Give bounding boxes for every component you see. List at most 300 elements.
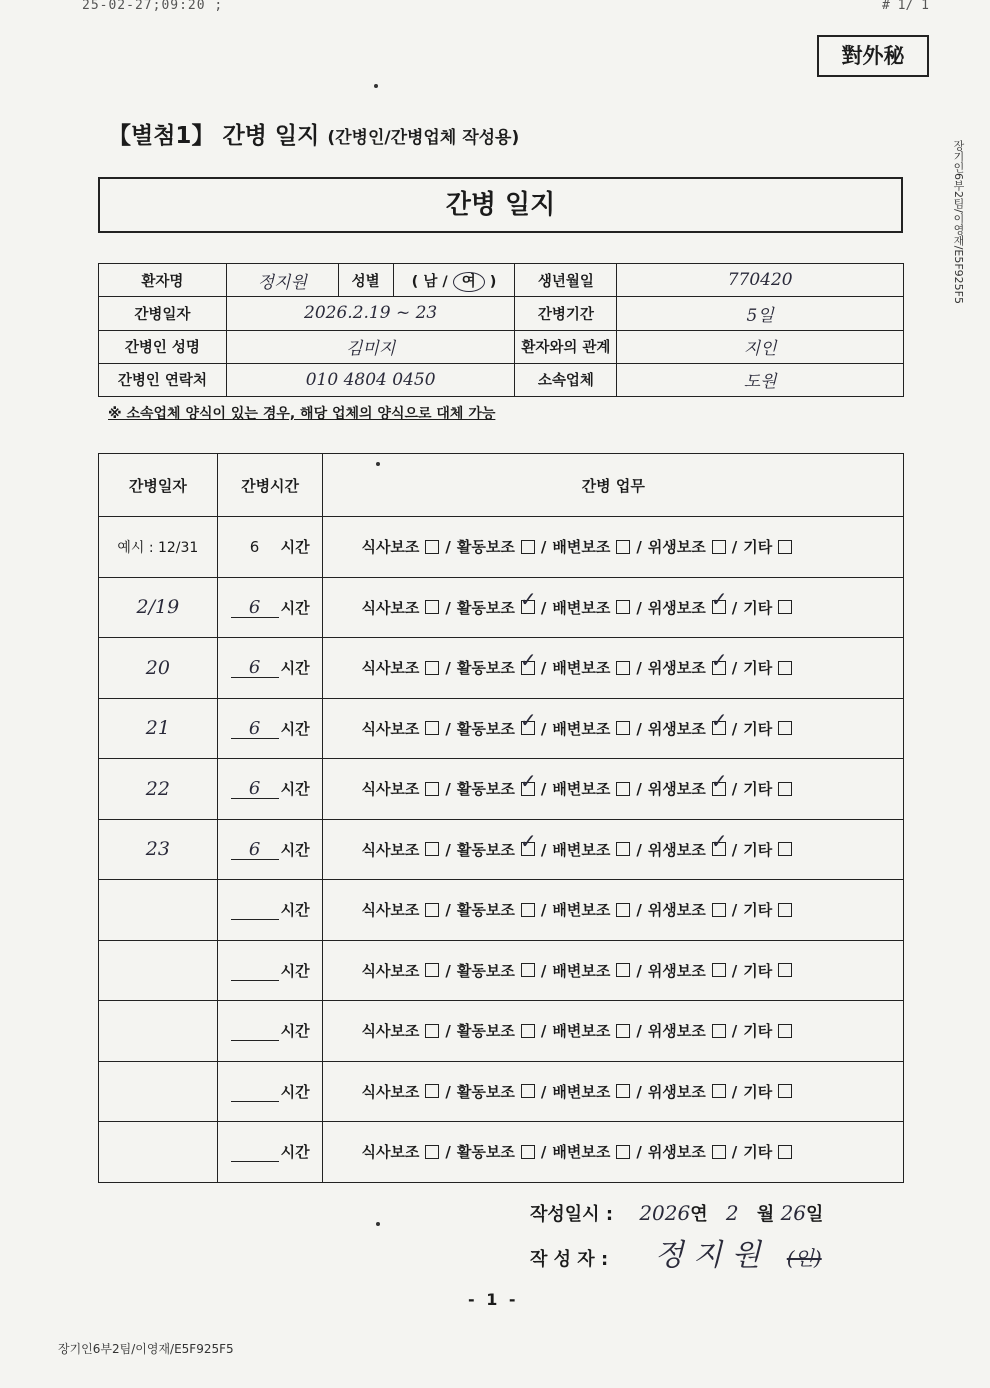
written-date — [530, 1200, 823, 1226]
task-checkbox[interactable] — [712, 1145, 726, 1159]
task-label: 위생보조 — [647, 901, 706, 920]
task-item — [552, 1020, 630, 1041]
log-hours-unit: 시간 — [280, 840, 310, 859]
written-day: 26 — [780, 1201, 807, 1225]
task-item — [648, 839, 726, 860]
task-label: 위생보조 — [647, 659, 706, 678]
task-checkbox[interactable] — [521, 1024, 535, 1038]
task-label: 활동보조 — [456, 1082, 515, 1101]
care-period-label: 간병기간 — [515, 297, 617, 330]
task-checkbox[interactable] — [425, 842, 439, 856]
log-date-cell — [99, 1122, 218, 1183]
task-label: 식사보조 — [361, 598, 420, 617]
task-label: 식사보조 — [361, 961, 420, 980]
task-separator: / — [731, 1022, 738, 1041]
task-label: 활동보조 — [456, 840, 515, 859]
task-item — [743, 899, 792, 920]
task-item — [361, 778, 439, 799]
log-date-cell: 22 — [99, 759, 218, 820]
task-checkbox[interactable] — [425, 1084, 439, 1098]
task-item — [552, 657, 630, 678]
care-log-table — [98, 453, 904, 1183]
log-row — [99, 880, 904, 941]
log-hours-value: 6 — [249, 538, 260, 557]
task-item — [743, 536, 792, 557]
log-tasks-cell — [323, 819, 904, 880]
task-separator: / — [445, 1022, 451, 1041]
gender-female-circled: 여 — [453, 272, 485, 292]
task-separator: / — [445, 659, 451, 678]
task-label: 활동보조 — [456, 659, 515, 678]
log-body — [99, 517, 904, 1183]
log-row — [99, 940, 904, 1001]
relation-value: 지인 — [617, 330, 904, 363]
log-date-cell: 예시 : 12/31 — [99, 517, 218, 578]
task-separator: / — [445, 840, 451, 859]
task-label: 위생보조 — [647, 961, 706, 980]
log-date-cell — [99, 1001, 218, 1062]
task-checkbox[interactable] — [778, 600, 792, 614]
task-item — [361, 1141, 439, 1162]
side-document-code: 장기인6부2팀/이영재/E5F925F5 — [952, 140, 965, 305]
task-checkbox[interactable] — [712, 903, 726, 917]
task-item — [648, 597, 726, 618]
log-tasks-cell — [323, 638, 904, 699]
task-checkbox[interactable] — [778, 903, 792, 917]
task-checkbox[interactable] — [712, 1024, 726, 1038]
task-checkbox[interactable] — [425, 600, 439, 614]
task-label: 활동보조 — [456, 961, 515, 980]
task-separator: / — [731, 538, 738, 557]
log-tasks-cell — [323, 880, 904, 941]
task-item — [361, 597, 439, 618]
log-hours-value: 6 — [231, 599, 279, 618]
task-checkbox[interactable] — [521, 540, 535, 554]
task-separator: / — [731, 1082, 738, 1101]
task-label: 위생보조 — [647, 1022, 706, 1041]
task-checkbox[interactable] — [778, 540, 792, 554]
task-separator: / — [540, 1022, 547, 1041]
task-label: 활동보조 — [456, 1022, 515, 1041]
task-item — [648, 899, 726, 920]
task-checkbox[interactable] — [778, 1084, 792, 1098]
log-tasks-cell — [323, 577, 904, 638]
log-hours-value: 6 — [231, 780, 279, 799]
log-date-cell: 2/19 — [99, 577, 218, 638]
task-label: 기타 — [743, 659, 773, 678]
patient-name-value: 정지원 — [226, 264, 338, 297]
task-item — [743, 657, 792, 678]
task-label: 식사보조 — [361, 840, 420, 859]
task-item — [648, 536, 726, 557]
task-label: 활동보조 — [456, 901, 515, 920]
task-checkbox[interactable] — [712, 963, 726, 977]
task-label: 배변보조 — [552, 719, 611, 738]
care-period-value: 5일 — [617, 297, 904, 330]
task-separator: / — [731, 961, 738, 980]
task-label: 활동보조 — [456, 1143, 515, 1162]
task-label: 식사보조 — [361, 719, 420, 738]
task-checkbox[interactable] — [425, 1024, 439, 1038]
task-checkbox[interactable] — [521, 782, 535, 796]
task-checkbox[interactable] — [425, 963, 439, 977]
task-item — [552, 778, 630, 799]
task-separator: / — [540, 659, 547, 678]
task-item — [743, 1081, 792, 1102]
log-hours-cell — [217, 577, 323, 638]
log-hours-value — [231, 1143, 279, 1162]
document-title — [108, 117, 519, 150]
task-item — [361, 899, 439, 920]
task-checkbox[interactable] — [712, 1084, 726, 1098]
task-checkbox[interactable] — [778, 721, 792, 735]
task-item — [457, 1020, 535, 1041]
writer-signature: 정 지 원 — [654, 1238, 761, 1273]
task-label: 활동보조 — [456, 538, 515, 557]
log-date-cell: 23 — [99, 819, 218, 880]
task-item — [457, 718, 535, 739]
written-month: 2 — [725, 1201, 739, 1225]
log-hours-unit: 시간 — [280, 780, 310, 799]
task-separator: / — [636, 719, 642, 738]
log-hours-unit: 시간 — [280, 901, 310, 920]
task-separator: / — [445, 961, 451, 980]
writer-seal: (인) — [786, 1246, 822, 1270]
footer-code: 장기인6부2팀/이영재/E5F925F5 — [58, 1342, 234, 1356]
log-tasks-cell — [323, 698, 904, 759]
log-row — [99, 1122, 904, 1183]
task-checkbox[interactable] — [616, 721, 630, 735]
task-separator: / — [636, 1143, 642, 1162]
scan-dot — [374, 84, 378, 88]
task-item — [743, 960, 792, 981]
log-hours-cell — [217, 819, 323, 880]
written-date-label: 작성일시 : — [530, 1204, 614, 1225]
log-hours-cell — [217, 1061, 323, 1122]
task-checkbox[interactable] — [616, 540, 630, 554]
task-item — [457, 1141, 535, 1162]
task-item — [648, 1020, 726, 1041]
task-checkbox[interactable] — [521, 661, 535, 675]
task-label: 식사보조 — [361, 1143, 420, 1162]
log-hours-unit: 시간 — [280, 1022, 310, 1041]
info-row — [99, 330, 904, 363]
task-separator: / — [445, 901, 451, 920]
info-row — [99, 297, 904, 330]
log-hours-value: 6 — [231, 659, 279, 678]
task-separator: / — [731, 719, 738, 738]
confidential-stamp: 對外秘 — [817, 35, 929, 77]
task-checkbox[interactable] — [712, 600, 726, 614]
task-label: 식사보조 — [361, 901, 420, 920]
task-checkbox[interactable] — [778, 661, 792, 675]
task-item — [552, 718, 630, 739]
task-checkbox[interactable] — [521, 721, 535, 735]
task-separator: / — [636, 659, 642, 678]
task-label: 기타 — [743, 538, 773, 557]
task-checkbox[interactable] — [425, 1145, 439, 1159]
contact-label: 간병인 연락처 — [99, 363, 227, 396]
task-label: 기타 — [743, 901, 773, 920]
contact-value: 010 4804 0450 — [226, 363, 515, 396]
task-checkbox[interactable] — [425, 721, 439, 735]
log-hours-value — [231, 1083, 279, 1102]
task-item — [457, 1081, 535, 1102]
year-unit: 연 — [690, 1204, 708, 1225]
page-number: - 1 - — [468, 1290, 519, 1309]
task-separator: / — [731, 598, 738, 617]
log-hours-cell — [217, 940, 323, 1001]
task-separator: / — [731, 840, 738, 859]
task-item — [648, 960, 726, 981]
log-tasks-cell — [323, 759, 904, 820]
task-checkbox[interactable] — [616, 842, 630, 856]
log-row — [99, 698, 904, 759]
form-title-box: 간병 일지 — [98, 177, 903, 233]
task-item — [457, 839, 535, 860]
task-label: 배변보조 — [552, 1082, 611, 1101]
log-hours-cell — [217, 698, 323, 759]
task-item — [457, 536, 535, 557]
task-checkbox[interactable] — [616, 1084, 630, 1098]
log-hours-cell — [217, 1122, 323, 1183]
task-separator: / — [445, 780, 451, 799]
company-label: 소속업체 — [515, 363, 617, 396]
gender-male: 남 — [423, 273, 438, 290]
task-label: 배변보조 — [552, 1143, 611, 1162]
task-separator: / — [540, 961, 547, 980]
task-separator: / — [540, 1082, 547, 1101]
task-checkbox[interactable] — [425, 540, 439, 554]
task-item — [743, 778, 792, 799]
task-checkbox[interactable] — [521, 1084, 535, 1098]
task-separator: / — [636, 901, 642, 920]
task-item — [648, 718, 726, 739]
patient-info-table — [98, 263, 904, 397]
relation-label: 환자와의 관계 — [515, 330, 617, 363]
task-label: 위생보조 — [647, 598, 706, 617]
task-label: 기타 — [743, 1022, 773, 1041]
company-value: 도원 — [617, 363, 904, 396]
task-item — [648, 1081, 726, 1102]
log-hours-value — [231, 901, 279, 920]
care-dates-value: 2026.2.19 ~ 23 — [226, 297, 515, 330]
task-item — [743, 839, 792, 860]
log-tasks-cell — [323, 940, 904, 1001]
patient-name-label: 환자명 — [99, 264, 227, 297]
scan-dot — [376, 462, 380, 466]
task-item — [743, 1141, 792, 1162]
task-label: 배변보조 — [552, 1022, 611, 1041]
task-label: 배변보조 — [552, 840, 611, 859]
task-separator: / — [636, 961, 642, 980]
task-separator: / — [636, 538, 642, 557]
scan-dot — [376, 1222, 380, 1226]
task-checkbox[interactable] — [425, 903, 439, 917]
task-item — [361, 657, 439, 678]
log-hours-unit: 시간 — [280, 719, 310, 738]
task-label: 식사보조 — [361, 538, 420, 557]
log-row — [99, 819, 904, 880]
task-checkbox[interactable] — [778, 963, 792, 977]
writer — [530, 1230, 822, 1274]
task-label: 활동보조 — [456, 598, 515, 617]
task-separator: / — [731, 901, 738, 920]
day-unit: 일 — [806, 1204, 824, 1225]
gender-value: ( 남 / 여 ) — [393, 264, 515, 297]
log-hours-value: 6 — [231, 841, 279, 860]
task-checkbox[interactable] — [616, 661, 630, 675]
task-item — [743, 1020, 792, 1041]
task-separator: / — [445, 598, 451, 617]
log-row — [99, 1061, 904, 1122]
log-date-cell — [99, 880, 218, 941]
task-item — [743, 597, 792, 618]
log-hours-cell — [217, 1001, 323, 1062]
document-title-main: 【별첨1】 간병 일지 — [108, 123, 320, 149]
task-separator: / — [540, 598, 547, 617]
task-item — [457, 657, 535, 678]
task-label: 위생보조 — [647, 1143, 706, 1162]
task-item — [552, 1081, 630, 1102]
log-hours-value: 6 — [231, 720, 279, 739]
task-checkbox[interactable] — [616, 963, 630, 977]
task-label: 기타 — [743, 780, 773, 799]
task-checkbox[interactable] — [712, 540, 726, 554]
task-item — [457, 899, 535, 920]
task-separator: / — [731, 780, 738, 799]
log-hours-unit: 시간 — [280, 1082, 310, 1101]
task-checkbox[interactable] — [616, 782, 630, 796]
task-separator: / — [636, 598, 642, 617]
task-checkbox[interactable] — [521, 963, 535, 977]
month-unit: 월 — [756, 1204, 775, 1225]
task-checkbox[interactable] — [616, 1024, 630, 1038]
task-item — [457, 778, 535, 799]
header-care-date: 간병일자 — [99, 454, 218, 517]
task-separator: / — [636, 1022, 642, 1041]
task-label: 기타 — [743, 719, 773, 738]
task-checkbox[interactable] — [616, 600, 630, 614]
task-label: 배변보조 — [552, 659, 611, 678]
task-separator: / — [731, 1143, 738, 1162]
info-row — [99, 264, 904, 297]
header-care-tasks: 간병 업무 — [323, 454, 904, 517]
written-year: 2026 — [639, 1201, 691, 1225]
task-checkbox[interactable] — [712, 782, 726, 796]
task-label: 기타 — [743, 1082, 773, 1101]
log-date-cell — [99, 940, 218, 1001]
task-checkbox[interactable] — [425, 661, 439, 675]
log-hours-unit: 시간 — [280, 659, 310, 678]
task-item — [361, 1081, 439, 1102]
task-label: 배변보조 — [552, 901, 611, 920]
task-separator: / — [445, 538, 451, 557]
task-item — [457, 597, 535, 618]
task-label: 기타 — [743, 1143, 773, 1162]
birth-label: 생년월일 — [515, 264, 617, 297]
log-hours-unit: 시간 — [280, 1143, 310, 1162]
task-checkbox[interactable] — [521, 842, 535, 856]
task-separator: / — [540, 780, 547, 799]
caregiver-name-label: 간병인 성명 — [99, 330, 227, 363]
log-date-cell: 20 — [99, 638, 218, 699]
task-label: 식사보조 — [361, 1022, 420, 1041]
header-care-hours: 간병시간 — [217, 454, 323, 517]
log-hours-cell — [217, 517, 323, 578]
log-hours-unit: 시간 — [280, 538, 310, 557]
birth-value: 770420 — [617, 264, 904, 297]
task-checkbox[interactable] — [425, 782, 439, 796]
document-subtitle: (간병인/간병업체 작성용) — [327, 128, 520, 148]
task-separator: / — [540, 901, 547, 920]
task-separator: / — [445, 1143, 451, 1162]
task-item — [648, 778, 726, 799]
task-item — [552, 960, 630, 981]
task-label: 식사보조 — [361, 1082, 420, 1101]
task-label: 기타 — [743, 840, 773, 859]
log-hours-cell — [217, 880, 323, 941]
task-separator: / — [540, 538, 547, 557]
task-label: 기타 — [743, 961, 773, 980]
task-checkbox[interactable] — [616, 903, 630, 917]
task-label: 위생보조 — [647, 719, 706, 738]
task-separator: / — [636, 780, 642, 799]
task-label: 배변보조 — [552, 961, 611, 980]
task-label: 위생보조 — [647, 538, 706, 557]
log-date-cell: 21 — [99, 698, 218, 759]
caregiver-name-value: 김미지 — [226, 330, 515, 363]
task-item — [648, 657, 726, 678]
task-item — [552, 899, 630, 920]
log-date-cell — [99, 1061, 218, 1122]
task-separator: / — [540, 719, 547, 738]
log-tasks-cell — [323, 1061, 904, 1122]
task-checkbox[interactable] — [521, 600, 535, 614]
task-separator: / — [445, 1082, 451, 1101]
task-separator: / — [731, 659, 738, 678]
log-row — [99, 638, 904, 699]
fax-header: 25-02-27;09:20 ; — [82, 0, 224, 13]
task-checkbox[interactable] — [616, 1145, 630, 1159]
task-item — [552, 839, 630, 860]
task-item — [552, 597, 630, 618]
log-row — [99, 759, 904, 820]
task-checkbox[interactable] — [521, 903, 535, 917]
task-label: 배변보조 — [552, 538, 611, 557]
task-item — [552, 1141, 630, 1162]
task-item — [361, 718, 439, 739]
task-checkbox[interactable] — [778, 1145, 792, 1159]
task-checkbox[interactable] — [712, 721, 726, 735]
task-item — [361, 536, 439, 557]
task-label: 위생보조 — [647, 1082, 706, 1101]
task-item — [457, 960, 535, 981]
form-note: ※ 소속업체 양식이 있는 경우, 해당 업체의 양식으로 대체 가능 — [108, 406, 496, 422]
task-checkbox[interactable] — [778, 782, 792, 796]
task-item — [648, 1141, 726, 1162]
task-checkbox[interactable] — [521, 1145, 535, 1159]
task-separator: / — [636, 1082, 642, 1101]
task-checkbox[interactable] — [778, 842, 792, 856]
log-hours-value — [231, 962, 279, 981]
task-checkbox[interactable] — [778, 1024, 792, 1038]
task-checkbox[interactable] — [712, 842, 726, 856]
task-checkbox[interactable] — [712, 661, 726, 675]
task-label: 식사보조 — [361, 659, 420, 678]
info-row — [99, 363, 904, 396]
task-item — [361, 960, 439, 981]
